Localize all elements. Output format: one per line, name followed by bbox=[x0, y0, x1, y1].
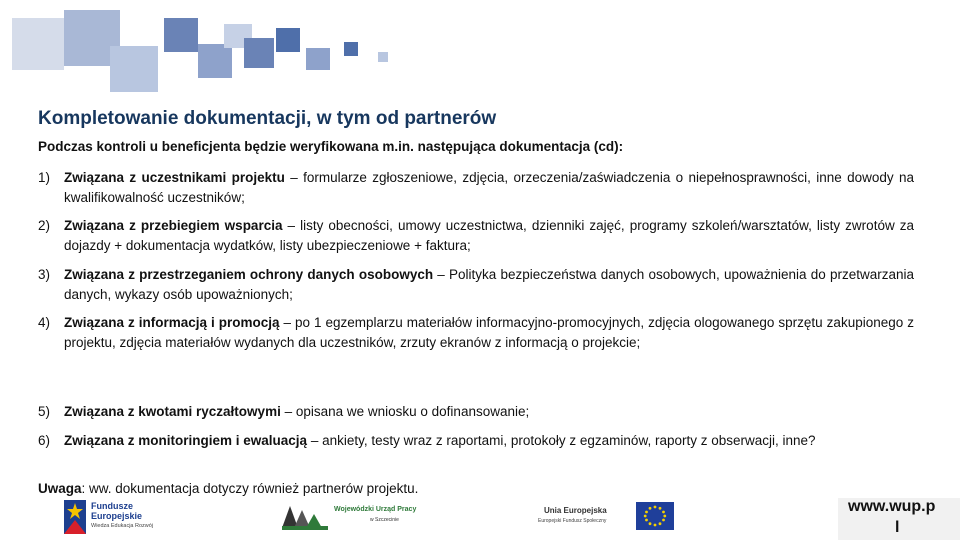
url-line2: l bbox=[895, 519, 900, 536]
item-text: – po 1 egzemplarzu materiałów informacyjno-promocyjnych, zdjęcia ologowanego sprzętu zakupionego z projektu, zdjęcia materiałów wydanych dla uczestników, zrzuty ekranów z informacją o projekcie; bbox=[64, 315, 914, 350]
fundusze-europejskie-logo bbox=[64, 498, 174, 536]
list-item bbox=[38, 313, 914, 353]
unia-europejska-logo bbox=[538, 502, 678, 534]
item-heading: Związana z kwotami ryczałtowymi bbox=[64, 404, 281, 419]
list-item bbox=[38, 402, 914, 422]
decor-square bbox=[164, 18, 198, 52]
item-number: 2) bbox=[38, 218, 51, 233]
decor-square bbox=[244, 38, 274, 68]
item-heading: Związana z informacją i promocją bbox=[64, 315, 280, 330]
note bbox=[38, 481, 418, 496]
item-text: – ankiety, testy wraz z raportami, protokoły z egzaminów, raporty z obserwacji, inne? bbox=[307, 433, 816, 448]
wup-line2: w Szczecinie bbox=[370, 517, 399, 523]
wup-line1: Wojewódzki Urząd Pracy bbox=[334, 506, 417, 513]
slide-title: Kompletowanie dokumentacji, w tym od partnerów bbox=[38, 108, 497, 129]
website-link[interactable] bbox=[838, 498, 960, 540]
fe-line2: Europejskie bbox=[91, 511, 143, 521]
list-item bbox=[38, 216, 914, 256]
item-number: 4) bbox=[38, 315, 51, 330]
decor-square bbox=[306, 48, 330, 70]
item-heading: Związana z monitoringiem i ewaluacją bbox=[64, 433, 308, 448]
list-item bbox=[38, 168, 914, 208]
item-number: 3) bbox=[38, 267, 51, 282]
item-text: – listy obecności, umowy uczestnictwa, dzienniki zajęć, programy szkoleń/warsztatów, listy zwrotów za dojazdy + dokumentacja wydatków, listy ubezpieczeniowe + faktura; bbox=[64, 218, 915, 253]
decor-square bbox=[110, 46, 158, 92]
intro-text: Podczas kontroli u beneficjenta będzie weryfikowana m.in. następująca dokumentacja (cd): bbox=[38, 139, 624, 154]
decor-square bbox=[344, 42, 358, 56]
fe-emblem-icon bbox=[64, 500, 86, 534]
item-text: – opisana we wniosku o dofinansowanie; bbox=[280, 404, 530, 419]
item-number: 1) bbox=[38, 170, 51, 185]
list-item bbox=[38, 265, 914, 305]
item-heading: Związana z przebiegiem wsparcia bbox=[64, 218, 283, 233]
item-text: – formularze zgłoszeniowe, zdjęcia, orzeczenia/zaświadczenia o niepełnosprawności, inne dowody na kwalifikowalność uczestników; bbox=[64, 170, 914, 205]
fe-line1: Fundusze bbox=[91, 501, 133, 511]
eu-flag-icon bbox=[636, 502, 674, 530]
decor-square bbox=[198, 44, 232, 78]
decor-square bbox=[12, 18, 64, 70]
list-item bbox=[38, 431, 914, 451]
item-heading: Związana z uczestnikami projektu bbox=[64, 170, 285, 185]
item-number: 5) bbox=[38, 404, 51, 419]
item-heading: Związana z przestrzeganiem ochrony danych osobowych bbox=[64, 267, 434, 282]
wup-logo bbox=[280, 500, 430, 534]
wup-emblem-icon bbox=[280, 502, 330, 532]
note-text: : ww. dokumentacja dotyczy również partnerów projektu. bbox=[81, 481, 419, 496]
ue-line1: Unia Europejska bbox=[544, 506, 607, 515]
item-text: – Polityka bezpieczeństwa danych osobowych, upoważnienia do przetwarzania danych, wykazy osób upoważnionych; bbox=[64, 267, 914, 302]
decor-square bbox=[276, 28, 300, 52]
fe-line3: Wiedza Edukacja Rozwój bbox=[91, 523, 154, 529]
note-label: Uwaga bbox=[38, 481, 82, 496]
url-line1: www.wup.p bbox=[848, 498, 936, 515]
decor-square bbox=[378, 52, 388, 62]
ue-line2: Europejski Fundusz Społeczny bbox=[538, 518, 607, 524]
item-number: 6) bbox=[38, 433, 51, 448]
